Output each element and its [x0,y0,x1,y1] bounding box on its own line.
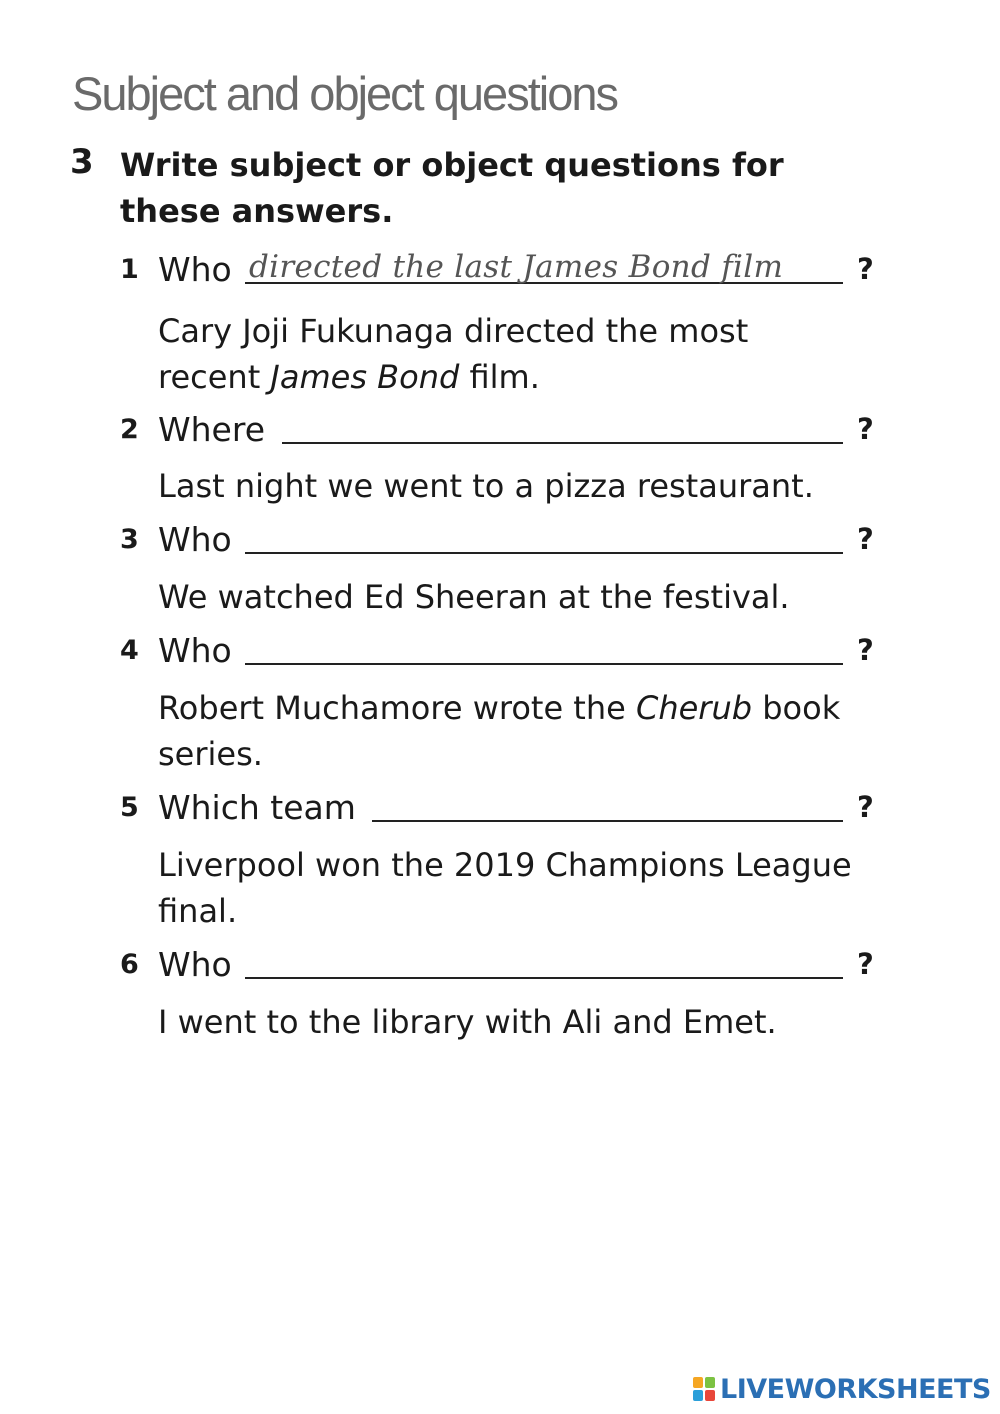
page-title: Subject and object questions [72,67,617,120]
question-number: 3 [120,524,139,555]
given-answer: Cary Joji Fukunaga directed the most recent James Bond film. [158,312,749,396]
answer-blank[interactable] [282,410,843,444]
exercise-number: 3 [70,142,94,182]
question-number: 5 [120,792,139,823]
question-start: Where [158,410,265,449]
question-mark: ? [857,790,874,824]
answer-blank[interactable] [245,945,843,979]
question-mark: ? [857,412,874,446]
question-mark: ? [857,947,874,981]
question-mark: ? [857,252,874,286]
logo-square [705,1377,715,1388]
logo-square [705,1390,715,1401]
question-start: Which team [158,788,356,827]
question-row [0,250,1000,294]
question-start: Who [158,250,232,289]
question-mark: ? [857,633,874,667]
logo-square [693,1377,703,1388]
question-number: 2 [120,414,139,445]
given-answer: Liverpool won the 2019 Champions League final. [158,846,852,930]
exercise-instruction: Write subject or object questions for these answers. [120,146,784,230]
question-row [0,945,1000,989]
question-row [0,788,1000,832]
question-number: 6 [120,949,139,980]
given-answer: Last night we went to a pizza restaurant. [158,467,814,505]
liveworksheets-logo[interactable] [693,1372,991,1406]
filled-answer-text: directed the last James Bond film [249,249,784,285]
question-start: Who [158,631,232,670]
question-row [0,410,1000,454]
answer-blank[interactable] [245,520,843,554]
question-start: Who [158,520,232,559]
question-row [0,520,1000,564]
question-row [0,631,1000,675]
answer-blank[interactable] [245,250,843,284]
logo-square [693,1390,703,1401]
question-start: Who [158,945,232,984]
question-mark: ? [857,522,874,556]
given-answer: We watched Ed Sheeran at the festival. [158,578,790,616]
question-number: 1 [120,254,139,285]
given-answer: I went to the library with Ali and Emet. [158,1003,777,1041]
answer-blank[interactable] [245,631,843,665]
question-number: 4 [120,635,139,666]
logo-text: LIVEWORKSHEETS [720,1373,991,1405]
answer-blank[interactable] [372,788,843,822]
liveworksheets-logo-icon [693,1377,715,1401]
given-answer: Robert Muchamore wrote the Cherub book series. [158,689,841,773]
